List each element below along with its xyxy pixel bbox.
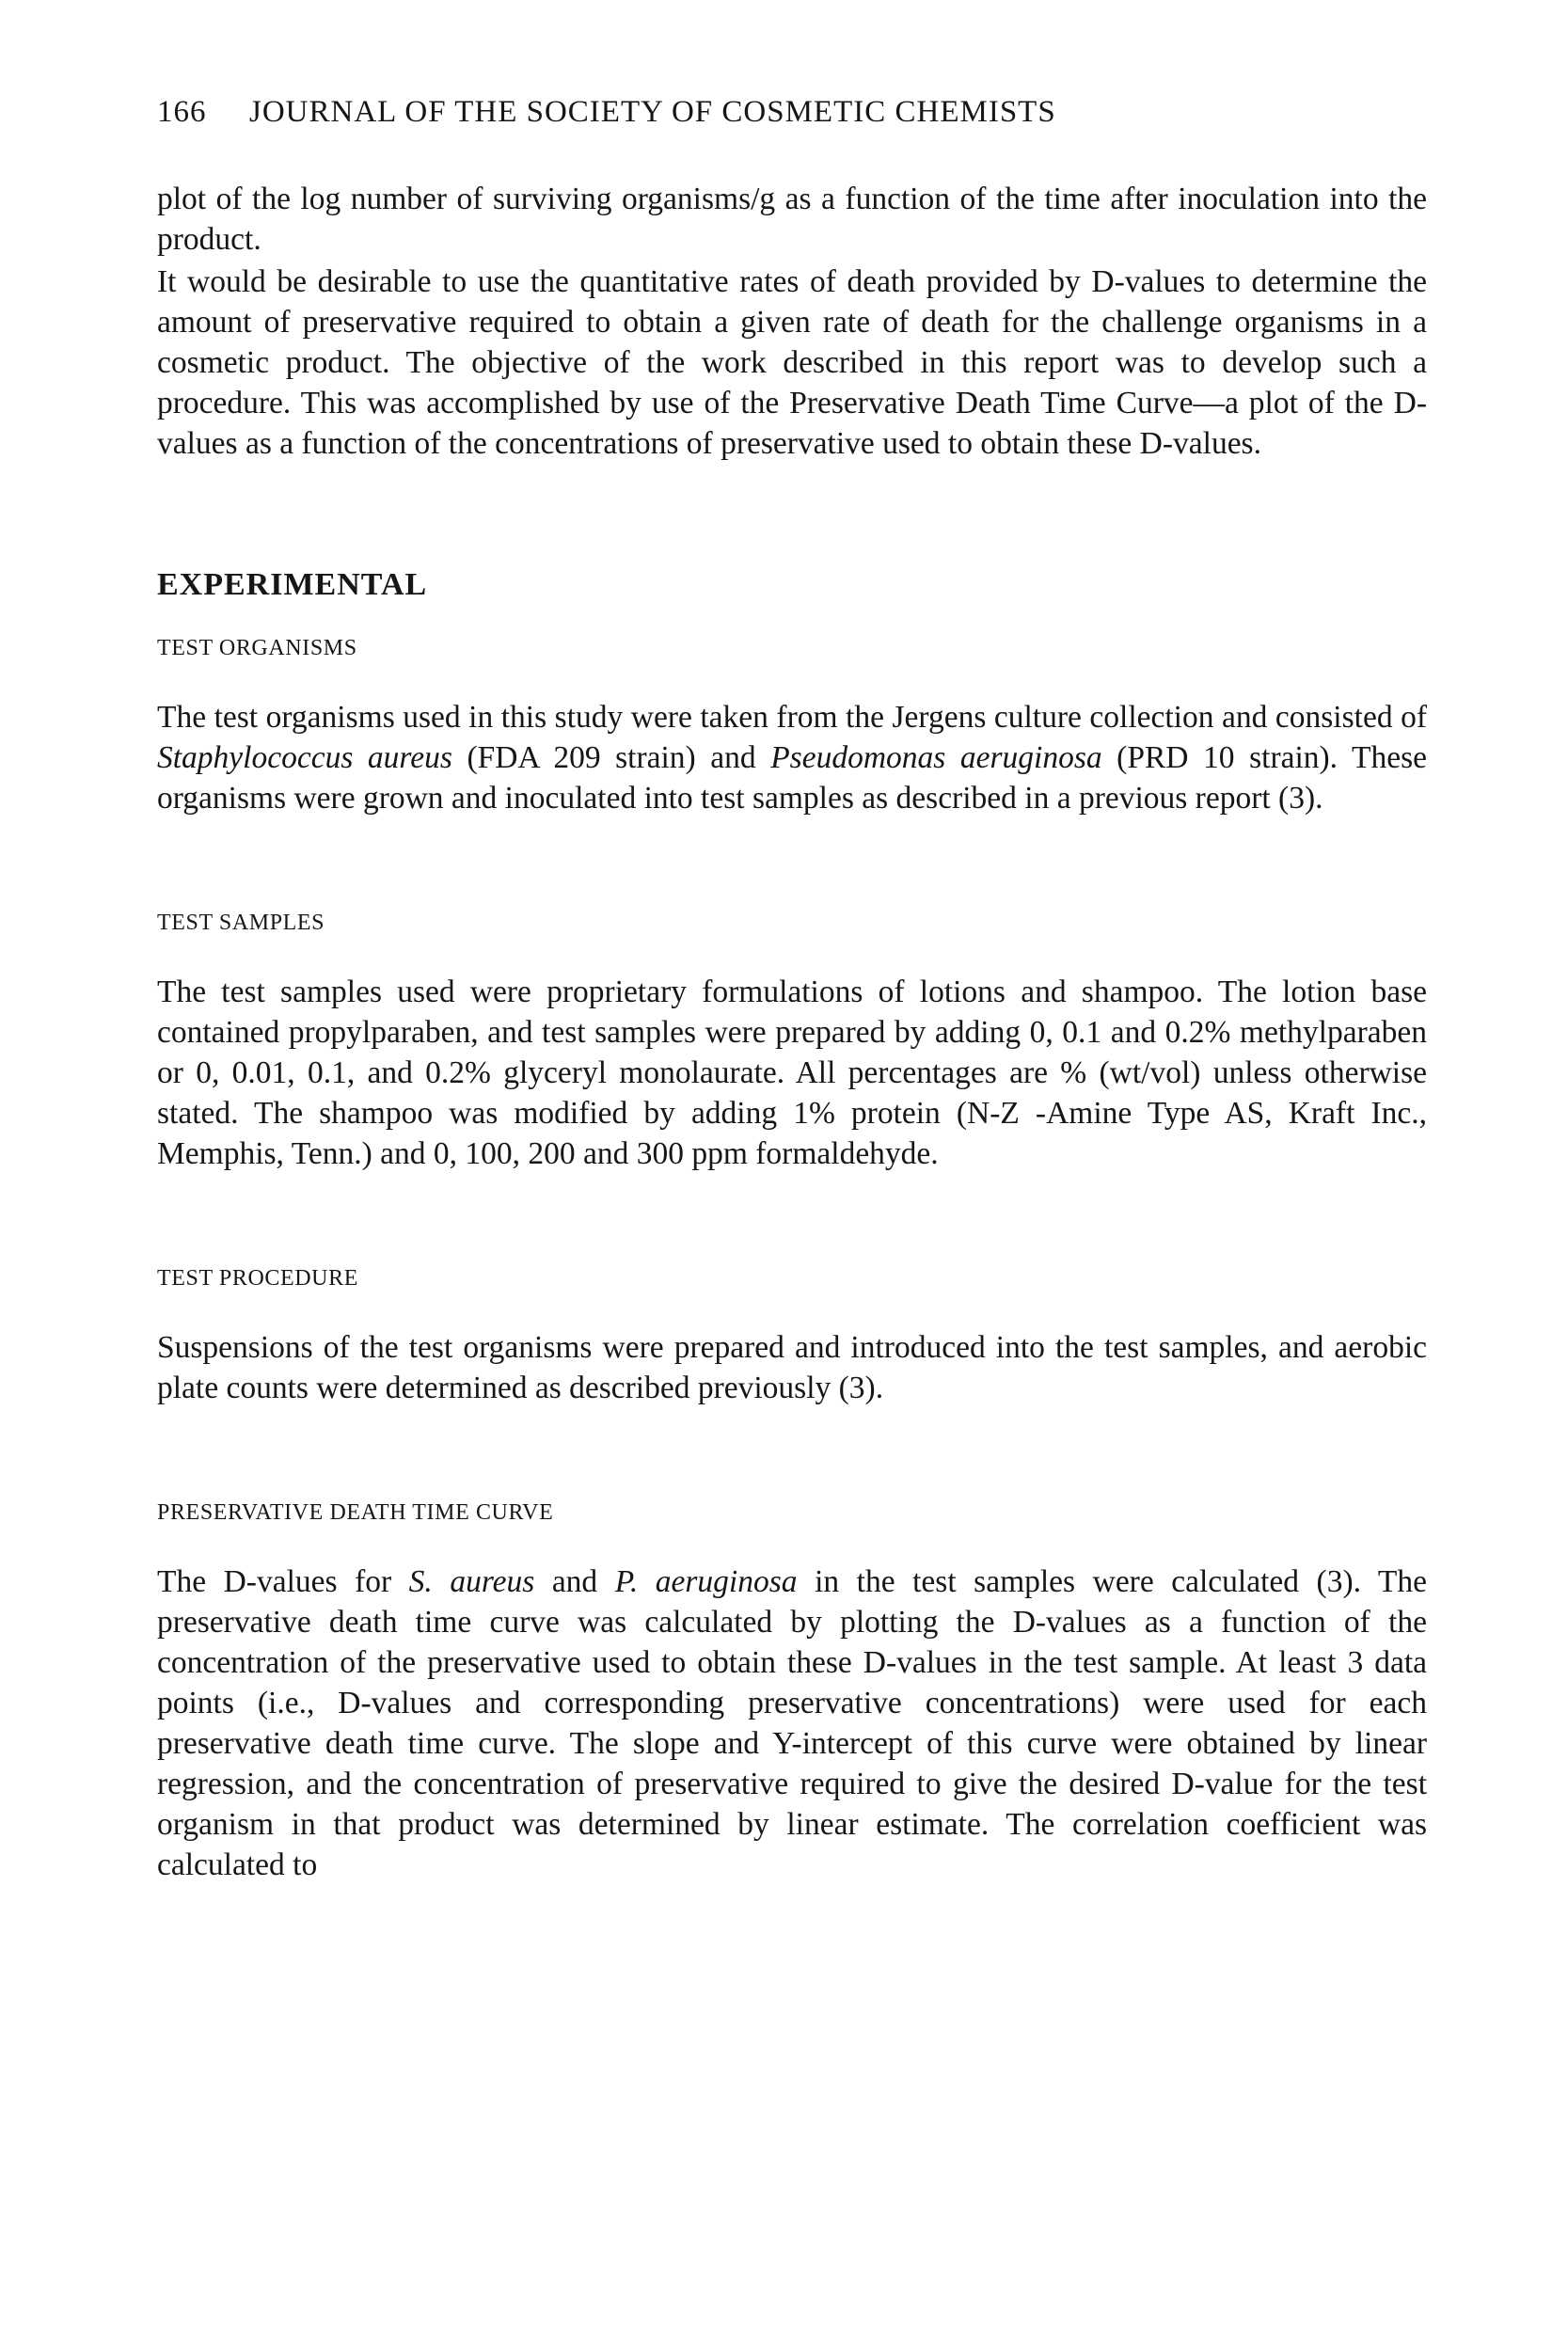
text-run: The test organisms used in this study were taken from the Jergens culture collection and consisted of <box>157 699 1427 735</box>
species-name: P. aeruginosa <box>614 1563 798 1599</box>
page-number: 166 <box>157 95 207 129</box>
page <box>157 94 1427 1885</box>
subheading-test-organisms: TEST ORGANISMS <box>157 635 357 660</box>
text-run: (PRD 10 strain). These organisms were grown and inoculated into test samples as described in a previous report (3). <box>157 739 1427 816</box>
section-heading-experimental: EXPERIMENTAL <box>157 566 428 602</box>
subheading-preservative-death-time-curve: PRESERVATIVE DEATH TIME CURVE <box>157 1499 554 1525</box>
test-organisms-paragraph <box>157 697 1427 818</box>
subheading-test-samples: TEST SAMPLES <box>157 910 325 935</box>
text-run: (FDA 209 strain) and <box>451 739 771 775</box>
running-header <box>157 94 1427 132</box>
test-procedure-paragraph: Suspensions of the test organisms were prepared and introduced into the test samples, and aerobic plate counts were determined as described previously (3). <box>157 1329 1427 1405</box>
intro-paragraph-2: It would be desirable to use the quantitative rates of death provided by D-values to determine the amount of preservative required to obtain a given rate of death for the challenge organisms in a cosmetic product. The objective of the work described in this report was to develop such a procedure. This was accomplished by use of the Preservative Death Time Curve—a plot of the D-values as a function of the concentrations of preservative used to obtain these D-values. <box>157 263 1427 461</box>
species-name: S. aureus <box>408 1563 535 1599</box>
species-name: Pseudomonas aeruginosa <box>770 739 1102 775</box>
subheading-test-procedure: TEST PROCEDURE <box>157 1265 358 1291</box>
text-run: in the test samples were calculated (3). The preservative death time curve was calculated by plotting the D-values as a function of the concentration of the preservative used to obtain these D-values in the test sample. At least 3 data points (i.e., D-values and corresponding preservative concentrations) were used for each preservative death time curve. The slope and Y-intercept of this curve were obtained by linear regression, and the concentration of preservative required to give the desired D-value for the test organism in that product was determined by linear estimate. The correlation coefficient was calculated to <box>157 1563 1427 1882</box>
intro-paragraph-1: plot of the log number of surviving organisms/g as a function of the time after inoculation into the product. <box>157 181 1427 257</box>
species-name: Staphylococcus aureus <box>157 739 452 775</box>
death-time-curve-paragraph <box>157 1561 1427 1885</box>
text-run: The D-values for <box>157 1563 409 1599</box>
journal-title: JOURNAL OF THE SOCIETY OF COSMETIC CHEMISTS <box>249 95 1056 129</box>
test-samples-paragraph: The test samples used were proprietary formulations of lotions and shampoo. The lotion base contained propylparaben, and test samples were prepared by adding 0, 0.1 and 0.2% methylparaben or 0, 0.01, 0.1, and 0.2% glyceryl monolaurate. All percentages are % (wt/vol) unless otherwise stated. The shampoo was modified by adding 1% protein (N-Z -Amine Type AS, Kraft Inc., Memphis, Tenn.) and 0, 100, 200 and 300 ppm formaldehyde. <box>157 974 1427 1171</box>
text-run: and <box>534 1563 615 1599</box>
